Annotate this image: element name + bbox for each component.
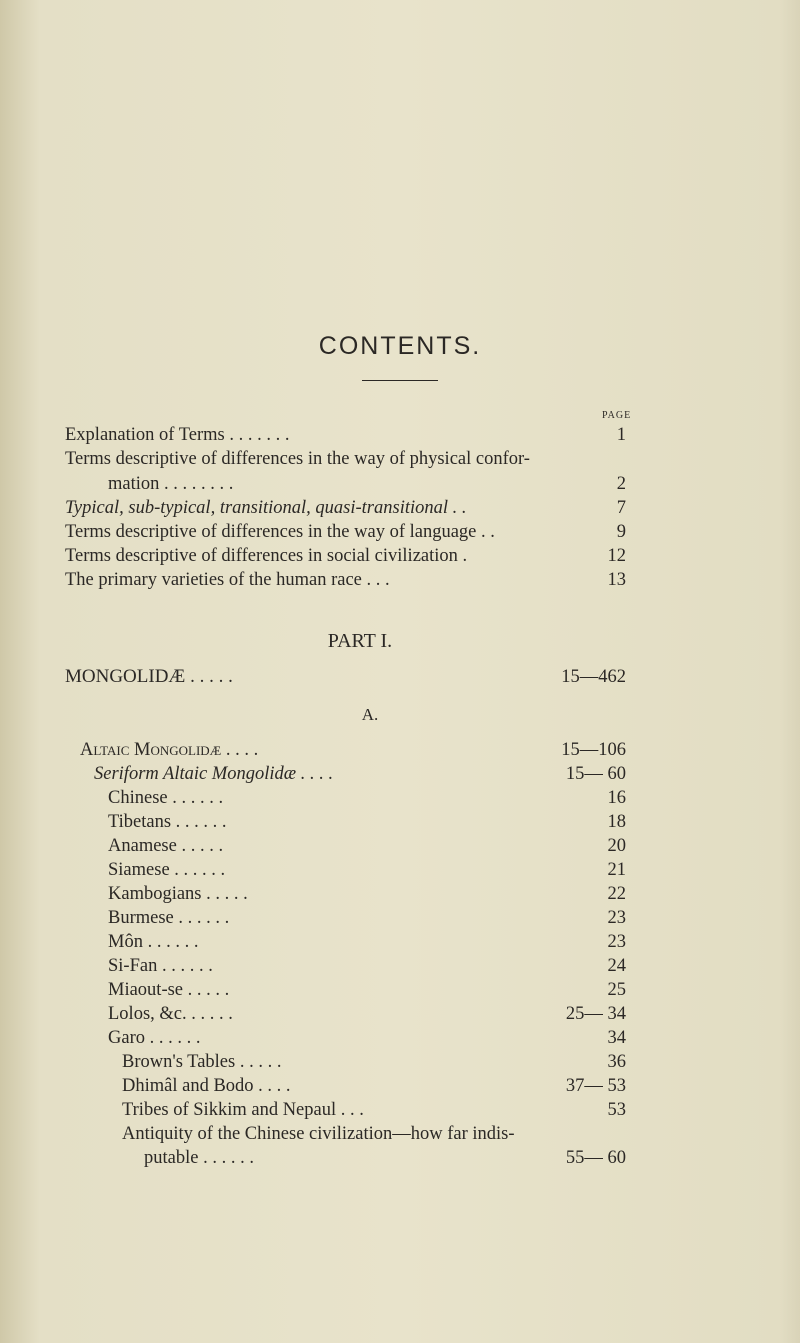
list-item-text: Chinese . . . . . . [108, 788, 224, 808]
part-title: PART I. [327, 630, 393, 652]
list-item-text: Môn . . . . . . [108, 932, 199, 952]
toc-entry-page: 2 [616, 474, 626, 494]
toc-entry-page: 12 [607, 546, 626, 566]
toc-entry-text: Terms descriptive of differences in the way of physical confor- [65, 449, 530, 469]
list-item-text: Tibetans . . . . . . [108, 812, 227, 832]
list-item-text: putable . . . . . . [144, 1148, 254, 1168]
title-rule [362, 380, 438, 381]
list-item-page: 22 [607, 884, 626, 904]
toc-entry-text: mation . . . . . . . . [108, 474, 234, 494]
toc-entry-text: Explanation of Terms . . . . . . . [65, 425, 290, 445]
list-item-page: 53 [607, 1100, 626, 1120]
list-item-text: Garo . . . . . . [108, 1028, 201, 1048]
toc-entry-text: Typical, sub-typical, transitional, quasi-transitional . . [65, 498, 467, 518]
list-item-page: 23 [607, 932, 626, 952]
list-item-text: Dhimâl and Bodo . . . . [122, 1076, 291, 1096]
page-column-header: PAGE [602, 410, 632, 421]
toc-entry-page: 1 [616, 425, 626, 445]
toc-entry-page: 13 [607, 570, 626, 590]
toc-entry-page: 7 [616, 498, 626, 518]
list-item-page: 25— 34 [565, 1004, 626, 1024]
toc-entry-text: Terms descriptive of differences in social civilization . [65, 546, 468, 566]
list-item-text: Si-Fan . . . . . . [108, 956, 213, 976]
section-heading-pages: 15—462 [561, 667, 626, 687]
list-item-text: Kambogians . . . . . [108, 884, 248, 904]
list-item-text: Antiquity of the Chinese civilization—how far indis- [122, 1124, 515, 1144]
subsection-heading-pages: 15—106 [561, 740, 626, 760]
list-item-text: Miaout-se . . . . . [108, 980, 230, 1000]
list-item-text: Burmese . . . . . . [108, 908, 230, 928]
list-item-page: 24 [607, 956, 626, 976]
section-heading-text: MONGOLIDÆ . . . . . [65, 666, 233, 687]
list-item-text: Anamese . . . . . [108, 836, 224, 856]
list-item-page: 23 [607, 908, 626, 928]
toc-entry-text: The primary varieties of the human race . . . [65, 570, 390, 590]
list-item-text: Lolos, &c. . . . . . [108, 1004, 233, 1024]
list-item-page: 37— 53 [565, 1076, 626, 1096]
list-item-page: 20 [607, 836, 626, 856]
list-item-text: Siamese . . . . . . [108, 860, 226, 880]
subsection-heading-text: Seriform Altaic Mongolidæ . . . . [94, 764, 334, 784]
list-item-text: Brown's Tables . . . . . [122, 1052, 282, 1072]
subsection-heading-text: Altaic Mongolidæ . . . . [80, 740, 259, 760]
list-item-text: Tribes of Sikkim and Nepaul . . . [122, 1100, 364, 1120]
list-item-page: 25 [607, 980, 626, 1000]
toc-entry-text: Terms descriptive of differences in the way of language . . [65, 522, 495, 542]
contents-title: CONTENTS. [318, 332, 482, 360]
list-item-page: 16 [607, 788, 626, 808]
subsection-heading-pages: 15— 60 [565, 764, 626, 784]
list-item-page: 36 [607, 1052, 626, 1072]
list-item-page: 21 [607, 860, 626, 880]
section-letter: A. [361, 705, 379, 724]
toc-entry-page: 9 [616, 522, 626, 542]
list-item-page: 34 [607, 1028, 626, 1048]
list-item-page: 55— 60 [565, 1148, 626, 1168]
list-item-page: 18 [607, 812, 626, 832]
